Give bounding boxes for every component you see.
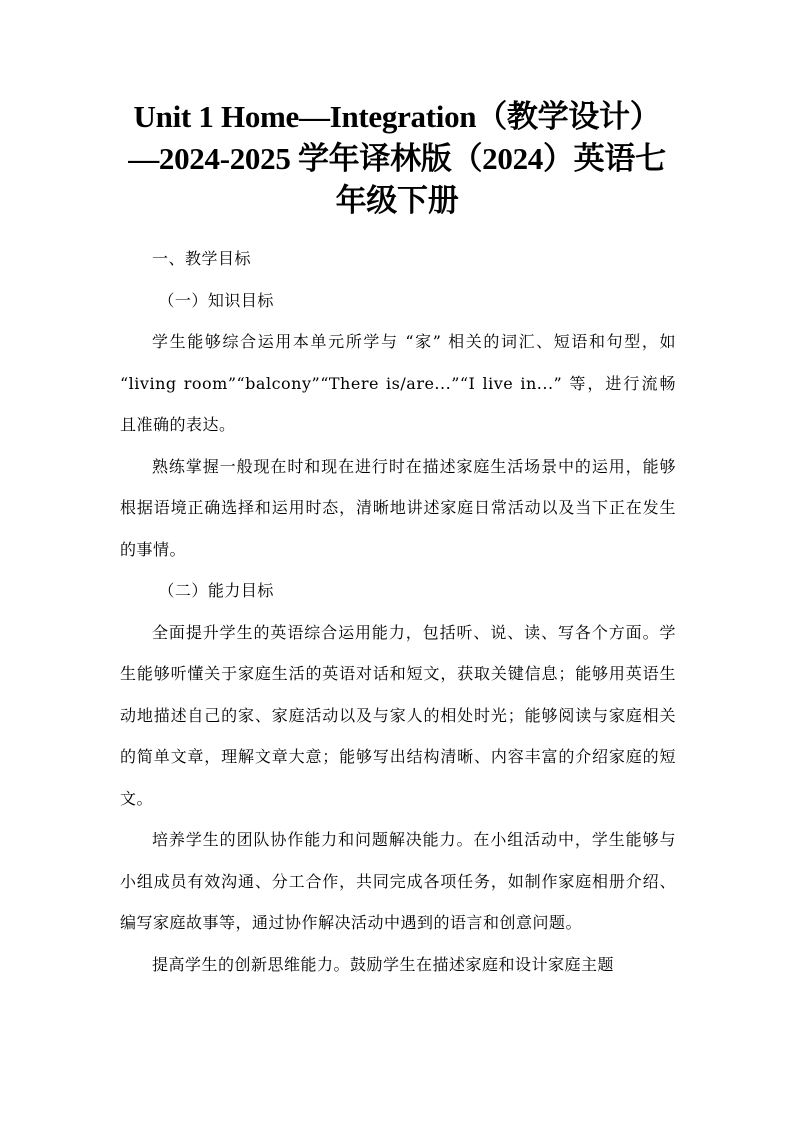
paragraph-creative-thinking: 提高学生的创新思维能力。鼓励学生在描述家庭和设计家庭主题 [152,954,615,974]
document-body [120,238,676,985]
paragraph-tense-usage: 熟练掌握一般现在时和现在进行时在描述家庭生活场景中的运用，能够根据语境正确选择和运用时态，清晰地讲述家庭日常活动以及当下正在发生的事情。 [120,456,676,559]
section-heading-teaching-objectives: 一、教学目标 [152,249,252,268]
paragraph-language-skills: 全面提升学生的英语综合运用能力，包括听、说、读、写各个方面。学生能够听懂关于家庭生活的英语对话和短文，获取关键信息；能够用英语生动地描述自己的家、家庭活动以及与家人的相处时光；能够阅读与家庭相关的简单文章，理解文章大意；能够写出结构清晰、内容丰富的介绍家庭的短文。 [120,622,676,808]
subsection-heading-ability-objectives: （二）能力目标 [158,581,274,600]
title-line-2: —2024-2025 学年译林版（2024）英语七 [128,141,666,176]
subsection-heading-knowledge-objectives: （一）知识目标 [158,290,274,310]
title-line-1: Unit 1 Home—Integration（教学设计） [133,99,661,134]
paragraph-teamwork: 培养学生的团队协作能力和问题解决能力。在小组活动中，学生能够与小组成员有效沟通、分工合作，共同完成各项任务，如制作家庭相册介绍、编写家庭故事等，通过协作解决活动中遇到的语言和创意问题。 [120,830,676,932]
paragraph-vocabulary-usage: 学生能够综合运用本单元所学与 “家” 相关的词汇、短语和句型，如 “living room”“balcony”“There is/are...”“I live in...” 等，进行流畅且准确的表达。 [120,332,676,434]
document-title [100,96,694,222]
title-line-3: 年级下册 [335,183,459,218]
